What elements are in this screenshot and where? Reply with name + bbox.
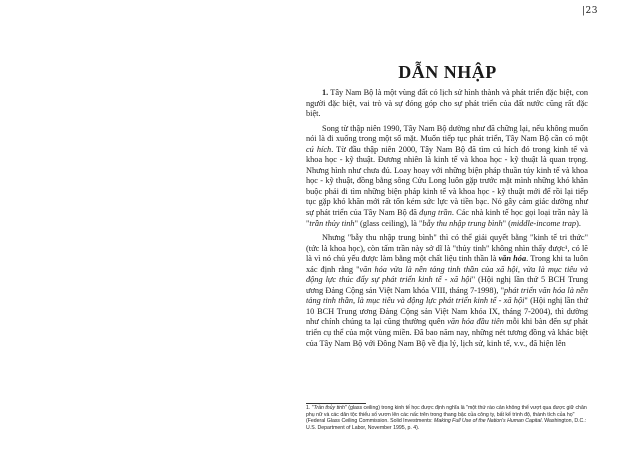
text-segment: " (Hội nghị lần thứ 5 BCH Trung ương Đảng Cộng sản Việt Nam khóa VIII, tháng 7-1998), ": [306, 275, 588, 295]
text-segment: đụng trần: [419, 208, 452, 218]
text-segment: Tây Nam Bộ là một vùng đất có lịch sử hình thành và phát triển đặc biệt, con người đặc biệt, vai trò và sự đóng góp cho sự phát triển của đất nước cũng rất đặc biệt.: [306, 88, 588, 119]
text-segment: văn hóa: [498, 254, 527, 264]
footnote-divider: [306, 403, 366, 404]
page-title: DẪN NHẬP: [398, 62, 497, 82]
text-segment: trần thủy tinh: [309, 218, 355, 228]
text-segment: Trần thủy tinh: [313, 405, 345, 411]
text-segment: phát triển văn hóa là nền tảng tinh thần, là mục tiêu và động lực phát triển kinh tế - xã hội: [306, 285, 588, 306]
text-segment: . Trong khi ta luôn xác định rằng ": [306, 254, 589, 274]
text-segment: Making Full Use of the Nation's Human Capital: [434, 418, 542, 425]
paragraph-2: [306, 124, 588, 229]
text-segment: văn hóa vừa là nền tảng tinh thần của xã hội, vừa là mục tiêu và động lực thúc đẩy sự phát triển kinh tế - xã hội: [306, 264, 588, 285]
footnote: [306, 405, 588, 431]
page-number: |23: [582, 6, 598, 16]
text-segment: " (glass ceiling), là ": [354, 218, 423, 228]
text-segment: middle-income trap: [510, 218, 577, 228]
text-segment: 1. ": [306, 405, 314, 411]
text-segment: " (Hội nghị lần thứ 10 BCH Trung ương Đảng Cộng sản Việt Nam khóa IX, tháng 7-2004), thì dường như chính chúng ta lại cũng thường quên: [306, 296, 589, 327]
text-segment: ).: [576, 218, 581, 228]
paragraph-content: [306, 88, 588, 118]
text-segment: Song từ thập niên 1990, Tây Nam Bộ dường như đã chững lại, nếu không muốn nói là đi xuống trong một số mặt. Muốn tiếp tục phát triển, Tây Nam Bộ cần có một: [306, 123, 588, 144]
text-segment: mỗi khi bàn đến sự phát triển cụ thể của một vùng miền. Đã bao năm nay, những nét tương đồng và khác biệt của Tây Nam Bộ với Đông Nam Bộ về địa lý, lịch sử, kinh tế, v.v., đã hiện lên: [306, 317, 588, 348]
text-segment: " (: [502, 218, 511, 228]
paragraph-number: 1.: [322, 88, 329, 97]
text-segment: " (glass ceiling) trong kinh tế học được định nghĩa là "một thứ rào cản không thể vượt qua được giữ chân phụ nữ và các dân tộc thiểu số vươn lên các nấc trên trong thang bậc của công ty, bất kể trình độ, thành tích của họ" (Federal Glass Ceiling Commission. Solid Investments:: [306, 405, 587, 425]
text-segment: Nhưng "bẫy thu nhập trung bình" thì có thể giải quyết bằng "kinh tế tri thức" (tức là khoa học), còn tấm trần này sở dĩ là "thủy tinh" không nhìn thấy được¹, có lẽ là vì nó chủ yếu được làm bằng một chất liệu tinh thần là: [306, 233, 588, 264]
text-segment: . Washington, D.C.: U.S. Department of Labor, November 1995, p. 4).: [306, 418, 587, 431]
text-segment: . Các nhà kinh tế học gọi loại trần này là ": [306, 208, 588, 228]
body-text: [306, 88, 588, 349]
paragraph-3: [306, 233, 588, 349]
text-segment: văn hóa đầu tiên: [447, 317, 504, 327]
text-segment: cú hích: [306, 144, 332, 154]
paragraph-1: [306, 88, 588, 120]
text-segment: bẫy thu nhập trung bình: [422, 218, 503, 228]
text-segment: . Từ đầu thập niên 2000, Tây Nam Bộ đã tìm cú hích đó trong kinh tế và khoa học - kỹ thuật. Đương nhiên là kinh tế và khoa học - kỹ thuật là quan trọng. Nhưng hình như chưa đủ. Loay hoay với những biện pháp thuần túy kinh tế và khoa học - kỹ thuật, đồng bằng sông Cửu Long luôn gặp trước mặt mình những khó khăn buộc phải đi tìm những biện pháp kinh tế và khoa học - kỹ thuật mới để rồi lại tiếp tục gặp khó khăn mới rất tốn kém sức lực và tiền bạc. Nó gây cảm giác dường như sự phát triển của Tây Nam Bộ đã: [306, 144, 588, 218]
